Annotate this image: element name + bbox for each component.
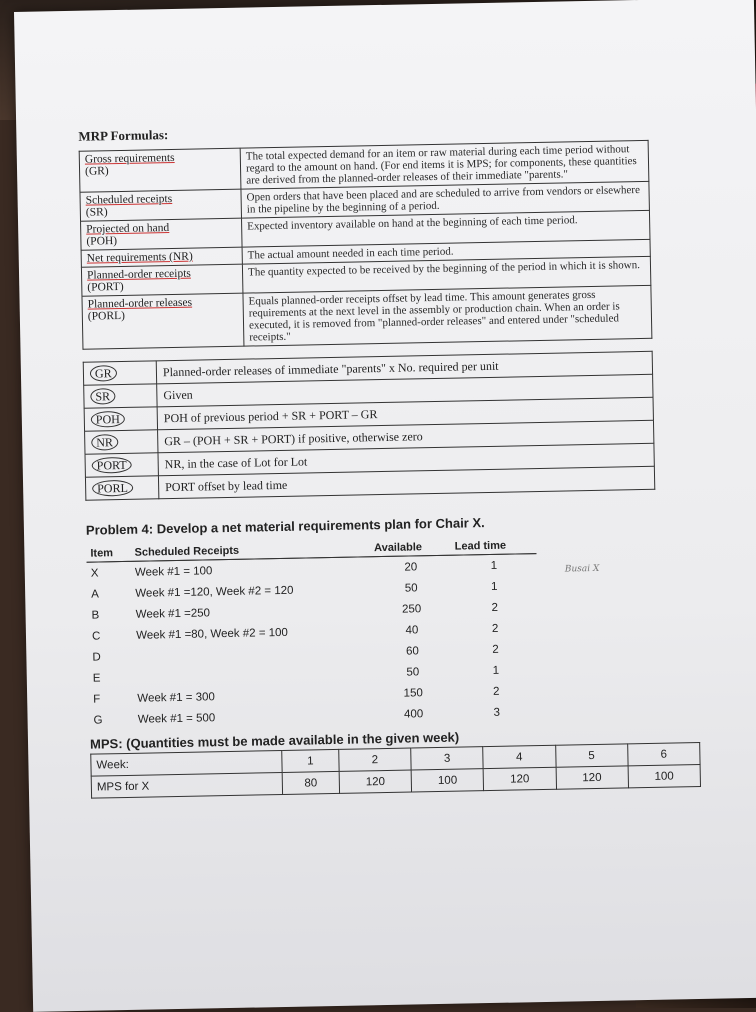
formula-term-cell (80, 189, 242, 221)
paper-sheet (14, 0, 756, 1012)
mps-quantity: 100 (628, 764, 701, 787)
calc-rule: POH of previous period + SR + PORT – GR (157, 397, 653, 430)
calc-abbr-cell (84, 407, 157, 431)
calc-rule: NR, in the case of Lot for Lot (158, 443, 654, 476)
mps-quantity: 80 (282, 771, 339, 794)
mps-week: 6 (627, 742, 700, 765)
item-lead-time: 2 (491, 622, 499, 635)
item-name: A (91, 587, 99, 601)
item-name: X (90, 566, 99, 580)
formula-definition: Open orders that have been placed and are scheduled to arrive from vendors or elsewhere in the pipeline by the beginning of a period. (241, 181, 649, 218)
mps-quantity: 120 (483, 767, 556, 790)
item-lead-time: 1 (492, 664, 500, 677)
formula-abbr: (SR) (85, 206, 108, 219)
formula-term: Projected on hand (86, 222, 170, 236)
calc-abbr-cell (85, 430, 158, 454)
mps-week-label: Week: (91, 750, 282, 776)
item-lead-time: 2 (491, 601, 499, 614)
calc-abbr: POH (91, 410, 125, 427)
item-name: D (92, 650, 101, 664)
mps-week: 5 (555, 744, 628, 767)
formula-term-cell (81, 264, 243, 296)
formula-term-cell (79, 148, 241, 192)
item-lead-time: 3 (493, 706, 501, 719)
mps-quantity: 100 (411, 769, 484, 792)
item-available: 250 (401, 602, 422, 616)
item-name: C (91, 629, 101, 643)
mps-week: 1 (282, 749, 339, 772)
item-available: 400 (403, 707, 424, 721)
formula-definition: The actual amount needed in each time period. (242, 239, 650, 264)
formula-term: Net requirements (NR) (86, 250, 193, 265)
mrp-formulas-title: MRP Formulas: (78, 127, 169, 144)
problem-title: Problem 4: Develop a net material requirements plan for Chair X. (85, 515, 485, 538)
formula-abbr: (PORT) (87, 280, 124, 294)
item-name: F (93, 692, 101, 706)
calc-rule: PORT offset by lead time (158, 466, 654, 499)
mps-quantity: 120 (339, 770, 412, 793)
item-lead-time: 2 (493, 685, 500, 698)
problem-section (86, 511, 691, 798)
calc-abbr: SR (90, 388, 115, 404)
calc-abbr-cell (84, 384, 157, 408)
formula-term-cell (82, 293, 244, 349)
item-lead-time: 1 (490, 559, 498, 572)
header-lead-time: Lead time (451, 537, 537, 555)
formula-abbr: (PORL) (87, 309, 126, 323)
formula-row (82, 285, 652, 349)
calc-rule: Given (157, 374, 653, 407)
mps-week: 4 (483, 745, 556, 768)
formula-term: Scheduled receipts (85, 192, 173, 207)
mps-quantity: 120 (556, 766, 629, 789)
calc-abbr: GR (90, 365, 117, 382)
item-scheduled: Week #1 = 500 (137, 711, 216, 726)
calc-rule: GR – (POH + SR + PORT) if positive, otherwise zero (158, 420, 654, 453)
item-scheduled: Week #1 =80, Week #2 = 100 (136, 626, 288, 642)
calc-rules-table (83, 351, 656, 501)
item-available: 20 (404, 560, 418, 574)
items-table (86, 537, 539, 731)
item-available: 40 (405, 623, 419, 637)
calc-abbr: PORT (92, 456, 132, 473)
formula-abbr: (POH) (86, 235, 118, 248)
item-scheduled: Week #1 =250 (135, 606, 211, 621)
item-available: 150 (403, 686, 423, 700)
item-scheduled: Week #1 = 300 (137, 690, 215, 705)
calc-abbr: PORL (92, 479, 133, 496)
formula-term: Gross requirements (84, 151, 175, 166)
item-name: B (91, 608, 100, 622)
formula-definition: The total expected demand for an item or raw material during each time period without regard to the amount on hand. (For end items it is MPS; for components, these quantities are derived from the planned-order releases of their immediate "parents." (240, 140, 649, 189)
mps-week: 3 (411, 747, 484, 770)
calc-abbr-cell (85, 453, 158, 477)
item-available: 50 (404, 581, 418, 595)
item-name: E (92, 671, 101, 685)
item-scheduled: Week #1 = 100 (134, 564, 213, 579)
handwritten-note: Busai X (564, 563, 600, 575)
formula-abbr: (GR) (84, 165, 109, 178)
header-item: Item (86, 545, 130, 562)
item-scheduled: Week #1 =120, Week #2 = 120 (135, 584, 294, 600)
formula-definition: The quantity expected to be received by the beginning of the period in which it is shown. (242, 256, 650, 293)
mps-week: 2 (339, 748, 412, 771)
item-lead-time: 2 (492, 643, 499, 656)
mps-title: MPS: (Quantities must be made available in the given week) (89, 729, 460, 752)
item-available: 50 (406, 665, 420, 679)
formula-term: Planned-order receipts (86, 267, 191, 282)
header-scheduled: Scheduled Receipts (130, 540, 370, 561)
mps-table (90, 742, 701, 799)
mps-label: MPS for X (91, 772, 282, 798)
item-lead-time: 1 (490, 580, 498, 593)
worksheet-content (78, 117, 691, 798)
formula-definition: Equals planned-order receipts offset by lead time. This amount generates gross requirements at the next level in the assembly or production chain. When an order is executed, it is removed from "planned-order releases" and entered under "scheduled receipts." (243, 285, 652, 346)
formula-table (79, 140, 653, 350)
formula-term-cell (81, 218, 243, 250)
calc-rule: Planned-order releases of immediate "parents" x No. required per unit (156, 351, 652, 384)
formula-term: Planned-order releases (87, 296, 193, 311)
calc-abbr: NR (91, 434, 118, 451)
item-available: 60 (405, 644, 419, 658)
formula-definition: Expected inventory available on hand at the beginning of each time period. (241, 210, 649, 247)
item-name: G (93, 713, 103, 727)
calc-abbr-cell (85, 476, 158, 500)
header-available: Available (370, 539, 451, 557)
calc-abbr-cell (83, 361, 156, 385)
